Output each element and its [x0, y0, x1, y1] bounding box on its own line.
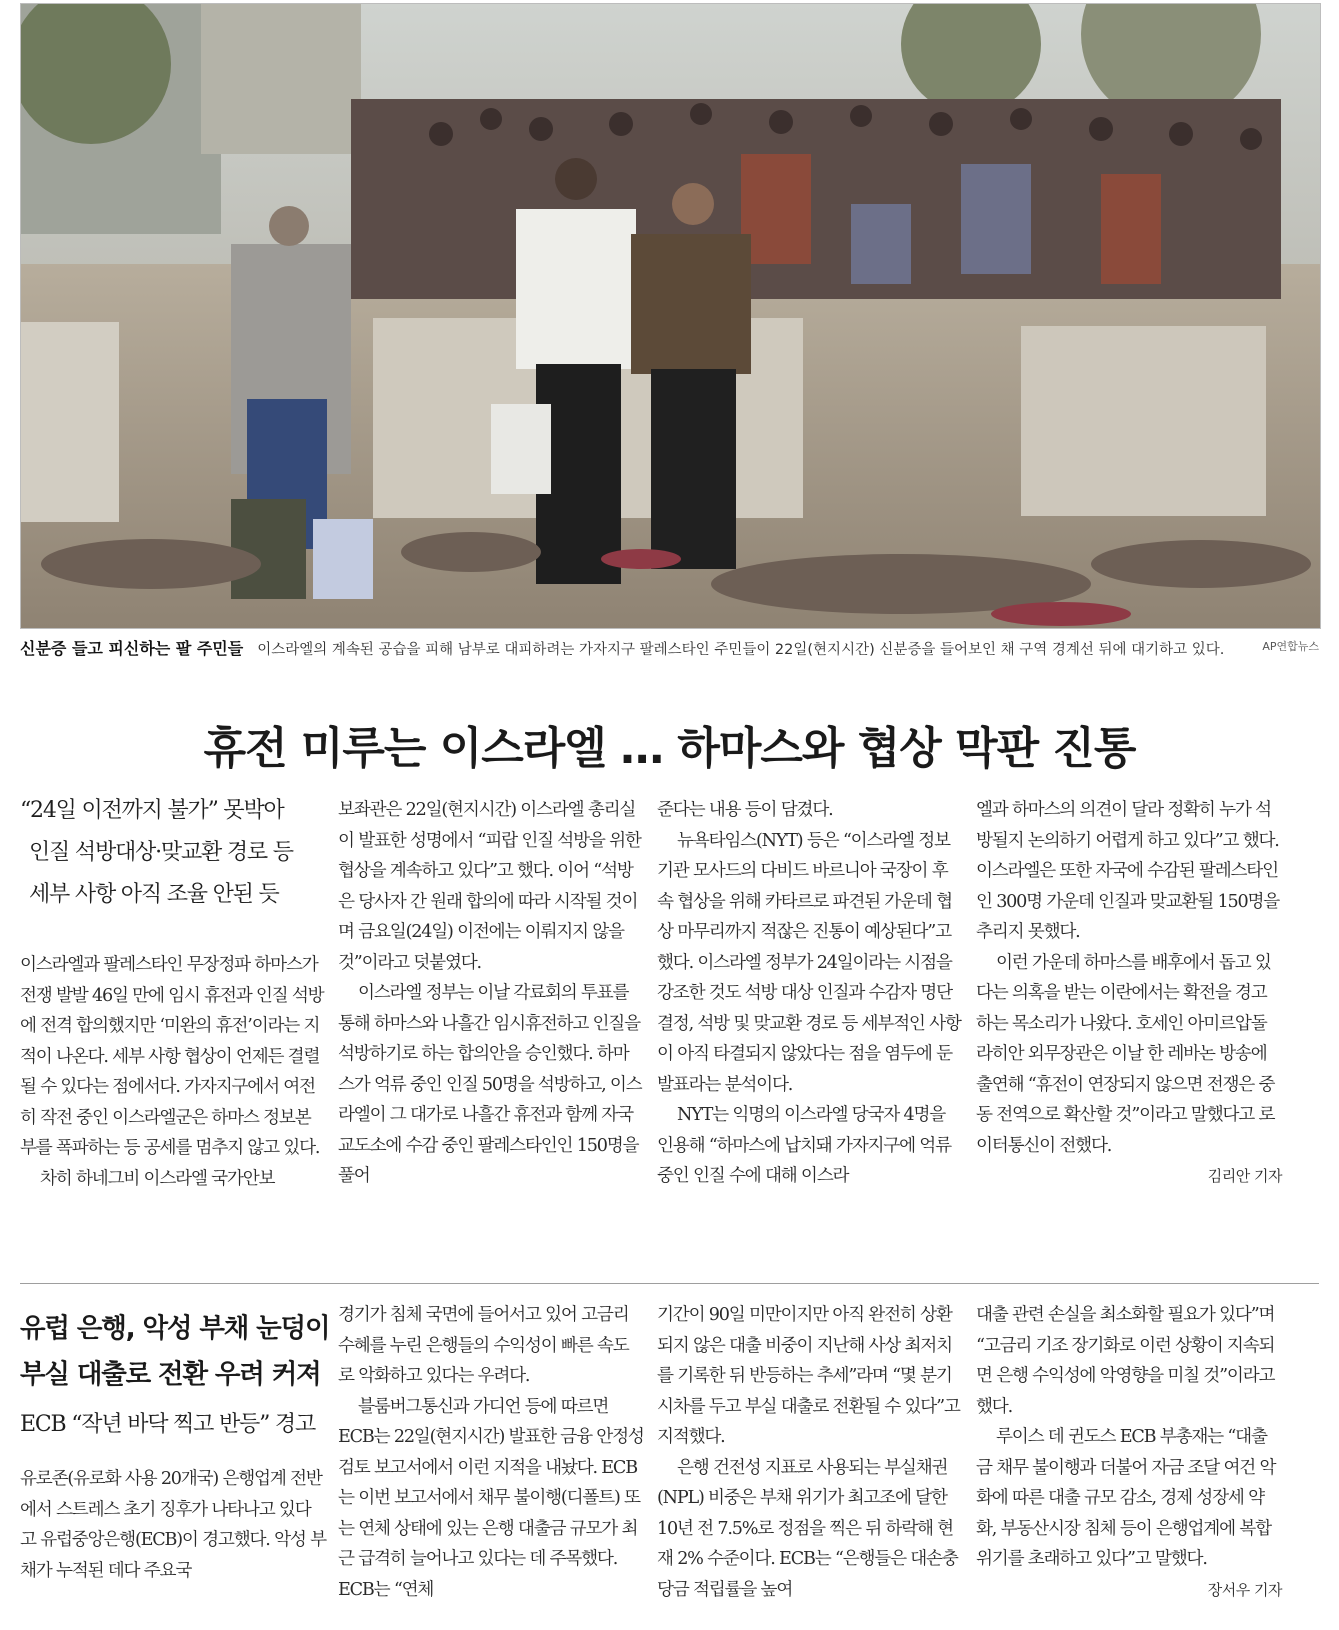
- article1-subhead-2: 인질 석방대상·맞교환 경로 등: [29, 840, 293, 865]
- article2-headline-line-1: 유럽 은행, 악성 부채 눈덩이: [20, 1313, 330, 1344]
- article1-paragraph: 차히 하네그비 이스라엘 국가안보: [40, 1168, 275, 1189]
- article2-headline-line-2: 부실 대출로 전환 우려 커져: [20, 1359, 321, 1390]
- article2-subhead: ECB “작년 바닥 찍고 반등” 경고: [20, 1412, 316, 1437]
- article2-column-3: [657, 1300, 963, 1605]
- news-photo: [20, 3, 1321, 629]
- article2-paragraph: 블룸버그통신과 가디언 등에 따르면 ECB는 22일(현지시간) 발표한 금융 안정성 검토 보고서에서 이런 지적을 내놨다. ECB는 이번 보고서에서 채무 불이행(디폴트) 또는 연체 상태에 있는 은행 대출금 규모가 최근 급격히 늘어나고 있다는 데 주목했다. ECB는 “연체: [338, 1396, 644, 1600]
- article2-column-4: [976, 1300, 1282, 1605]
- article1-column-1: [20, 790, 326, 1194]
- article1-subhead-1: “24일 이전까지 불가” 못박아: [20, 798, 284, 823]
- article1-column-2: [338, 795, 644, 1192]
- article2-paragraph: 루이스 데 귄도스 ECB 부총재는 “대출금 채무 불이행과 더불어 자금 조달 여건 악화에 따른 대출 규모 감소, 경제 성장세 약화, 부동산시장 침체 등이 은행업계에 복합 위기를 초래하고 있다”고 말했다.: [976, 1427, 1276, 1569]
- caption-text: 이스라엘의 계속된 공습을 피해 남부로 대피하려는 가자지구 팔레스타인 주민들이 22일(현지시간) 신분증을 들어보인 채 구역 경계선 뒤에 대기하고 있다.: [257, 642, 1225, 658]
- article2-paragraph: 기간이 90일 미만이지만 아직 완전히 상환되지 않은 대출 비중이 지난해 사상 최저치를 기록한 뒤 반등하는 추세”라며 “몇 분기 시차를 두고 부실 대출로 전환될 수 있다”고 지적했다.: [657, 1305, 960, 1447]
- article1-paragraph: 이스라엘과 팔레스타인 무장정파 하마스가 전쟁 발발 46일 만에 임시 휴전과 인질 석방에 전격 합의했지만 ‘미완의 휴전’이라는 지적이 나온다. 세부 사항 협상이 언제든 결렬될 수 있다는 점에서다. 가자지구에서 여전히 작전 중인 이스라엘군은 하마스 정보본부를 폭파하는 등 공세를 멈추지 않고 있다.: [20, 955, 324, 1158]
- article1-subhead-3: 세부 사항 아직 조율 안된 듯: [29, 882, 279, 907]
- photo-illustration: [21, 4, 1320, 628]
- article1-byline: 김리안 기자: [1207, 1167, 1282, 1185]
- caption-title: 신분증 들고 피신하는 팔 주민들: [20, 639, 244, 658]
- article2-paragraph: 유로존(유로화 사용 20개국) 은행업계 전반에서 스트레스 초기 징후가 나타나고 있다고 유럽중앙은행(ECB)이 경고했다. 악성 부채가 누적된 데다 주요국: [20, 1469, 326, 1581]
- article2-column-2: [338, 1300, 644, 1605]
- article2-paragraph: 대출 관련 손실을 최소화할 필요가 있다”며 “고금리 기조 장기화로 이런 상황이 지속되면 은행 수익성에 악영향을 미칠 것”이라고 했다.: [976, 1305, 1275, 1417]
- article2-paragraph: 은행 건전성 지표로 사용되는 부실채권(NPL) 비중은 부채 위기가 최고조에 달한 10년 전 7.5%로 정점을 찍은 뒤 하락해 현재 2% 수준이다. ECB는 “은행들은 대손충당금 적립률을 높여: [657, 1457, 958, 1600]
- article1-column-3: [657, 795, 963, 1192]
- article1-paragraph: 준다는 내용 등이 담겼다.: [657, 800, 833, 820]
- article1-paragraph: 이런 가운데 하마스를 배후에서 돕고 있다는 의혹을 받는 이란에서는 확전을 경고하는 목소리가 나왔다. 호세인 아미르압돌라히안 외무장관은 이날 한 레바논 방송에 출연해 “휴전이 연장되지 않으면 전쟁은 중동 전역으로 확산할 것”이라고 말했다고 로이터통신이 전했다.: [976, 952, 1275, 1156]
- photo-credit: AP연합뉴스: [1262, 640, 1319, 653]
- article1-paragraph: 뉴욕타임스(NYT) 등은 “이스라엘 정보기관 모사드의 다비드 바르니아 국장이 후속 협상을 위해 카타르로 파견된 가운데 협상 마무리까지 적잖은 진통이 예상된다”고 했다. 이스라엘 정부가 24일이라는 시점을 강조한 것도 석방 대상 인질과 수감자 명단 결정, 석방 및 맞교환 경로 등 세부적인 사항이 아직 타결되지 않았다는 점을 염두에 둔 발표라는 분석이다.: [657, 830, 961, 1095]
- article1-paragraph: 보좌관은 22일(현지시간) 이스라엘 총리실이 발표한 성명에서 “피랍 인질 석방을 위한 협상을 계속하고 있다”고 했다. 이어 “석방은 당사자 간 원래 합의에 따라 시작될 것이며 금요일(24일) 이전에는 이뤄지지 않을 것”이라고 덧붙였다.: [338, 800, 641, 973]
- article1-paragraph: 엘과 하마스의 의견이 달라 정확히 누가 석방될지 논의하기 어렵게 하고 있다”고 했다. 이스라엘은 또한 자국에 수감된 팔레스타인인 300명 가운데 인질과 맞교환될 150명을 추리지 못했다.: [976, 800, 1280, 942]
- article1-column-4: [976, 795, 1282, 1192]
- article1-subheads: [20, 790, 326, 916]
- photo-caption: [20, 636, 1319, 660]
- article2-paragraph: 경기가 침체 국면에 들어서고 있어 고금리 수혜를 누린 은행들의 수익성이 빠른 속도로 악화하고 있다는 우려다.: [338, 1305, 629, 1386]
- article2-column-1: [20, 1306, 330, 1586]
- article1-paragraph: NYT는 익명의 이스라엘 당국자 4명을 인용해 “하마스에 납치돼 가자지구에 억류 중인 인질 수에 대해 이스라: [657, 1105, 951, 1186]
- article1-headline: 휴전 미루는 이스라엘 … 하마스와 협상 막판 진통: [203, 723, 1136, 774]
- article1-paragraph: 이스라엘 정부는 이날 각료회의 투표를 통해 하마스와 나흘간 임시휴전하고 인질을 석방하기로 하는 합의안을 승인했다. 하마스가 억류 중인 인질 50명을 석방하고, 이스라엘이 그 대가로 나흘간 휴전과 함께 자국 교도소에 수감 중인 팔레스타인인 150명을 풀어: [338, 983, 642, 1186]
- article2-byline: 장서우 기자: [1207, 1580, 1282, 1599]
- section-divider: [20, 1283, 1319, 1284]
